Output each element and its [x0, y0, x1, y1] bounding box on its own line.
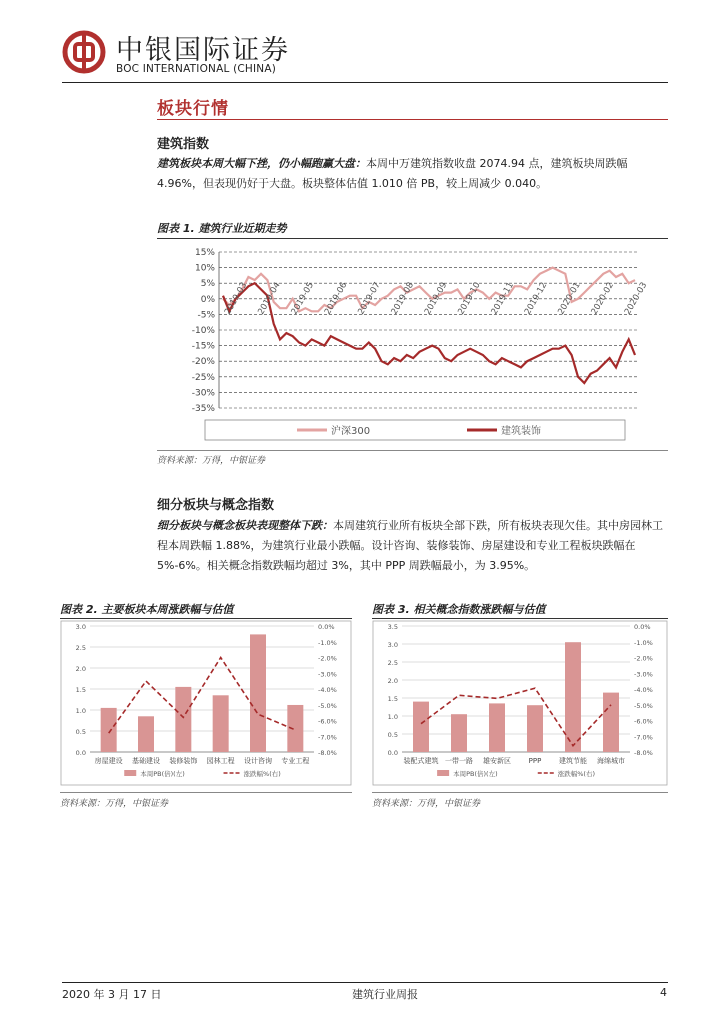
fig2-title-rule [60, 618, 352, 619]
fig2-source: 资料来源：万得，中银证券 [60, 799, 169, 809]
fig3-bar [451, 714, 467, 752]
fig3-ytick-right: -2.0% [634, 654, 653, 663]
fig3-xtick-label: 一带一路 [445, 757, 473, 765]
footer-page-number: 4 [660, 986, 667, 999]
fig3-xtick-label: 海绵城市 [597, 757, 625, 765]
fig3-xtick-label: 建筑节能 [559, 757, 587, 765]
fig1-ytick-label: 0% [200, 294, 215, 305]
fig2-ytick-right: -4.0% [318, 686, 337, 694]
index-section-title: 建筑指数 [157, 137, 210, 152]
sub-section-paragraph [157, 516, 669, 576]
fig3-bar [489, 703, 505, 752]
fig3-title-rule [372, 618, 668, 619]
fig2-legend-swatch [124, 770, 136, 776]
fig3-legend-label: 涨跌幅%(右) [557, 770, 596, 778]
fig1-source: 资料来源：万得，中银证券 [157, 456, 266, 466]
fig3-bar [565, 642, 581, 752]
fig1-xtick-label: 2019-10 [456, 280, 483, 317]
fig1-xtick-label: 2019-04 [256, 280, 283, 317]
fig1-title-rule [157, 238, 668, 239]
fig2-ytick-left: 3.0 [75, 623, 86, 631]
fig3-ytick-right: -5.0% [634, 701, 653, 710]
fig3-ytick-left: 3.0 [387, 641, 398, 649]
fig2-legend-label: 涨跌幅%(右) [243, 770, 281, 778]
fig1-ytick-label: 5% [200, 279, 215, 290]
fig3-ytick-right: -6.0% [634, 717, 653, 726]
fig1-xtick-label: 2019-06 [322, 280, 350, 317]
fig3-chart [372, 620, 668, 790]
fig2-xtick-label: 房屋建设 [94, 757, 123, 765]
fig1-legend-box [205, 420, 625, 440]
fig1-ytick-label: -20% [191, 357, 215, 368]
fig3-ytick-left: 2.5 [387, 659, 398, 667]
header-divider [62, 82, 668, 83]
fig1-xtick-label: 2020-01 [556, 280, 583, 317]
fig2-ytick-right: -8.0% [318, 749, 337, 757]
fig3-ytick-right: 0.0% [634, 623, 651, 631]
fig2-ytick-left: 2.0 [75, 665, 86, 673]
section-title-underline [157, 119, 668, 120]
fig3-ytick-left: 3.5 [387, 623, 398, 631]
fig3-ytick-left: 1.5 [387, 695, 398, 703]
fig2-xtick-label: 装修装饰 [169, 757, 198, 765]
fig2-ytick-right: -3.0% [318, 670, 337, 679]
fig2-ytick-left: 0.0 [75, 749, 86, 757]
fig3-source: 资料来源：万得，中银证券 [372, 799, 481, 809]
fig2-ytick-left: 0.5 [75, 728, 86, 736]
fig2-ytick-right: -7.0% [318, 733, 337, 742]
fig2-xtick-label: 设计咨询 [244, 757, 272, 765]
fig3-bar [413, 702, 429, 752]
fig1-xtick-label: 2019-11 [489, 280, 517, 317]
fig3-bar [527, 705, 543, 752]
fig3-legend-swatch [437, 770, 449, 776]
fig3-bar [603, 693, 619, 752]
fig3-ytick-right: -1.0% [634, 638, 653, 647]
fig3-ytick-left: 0.5 [387, 731, 398, 739]
fig2-ytick-right: 0.0% [318, 623, 335, 631]
fig1-ytick-label: 15% [194, 248, 215, 258]
sub-section-body: 本周建筑行业所有板块全部下跌，所有板块表现欠佳。其中房园林工程本周跌幅 1.88%，为建筑行业最小跌幅。设计咨询、装修装饰、房屋建设和专业工程板块跌幅在 5%-6%。相关概念指数跌幅均超过 3%，其中 PPP 周跌幅最小，为 3.95%。 [157, 519, 663, 572]
section-title: 板块行情 [157, 99, 229, 119]
footer-title: 建筑行业周报 [352, 988, 418, 1001]
index-section-lead: 建筑板块本周大幅下挫，仍小幅跑赢大盘： [157, 157, 366, 170]
fig1-ytick-label: -35% [191, 404, 215, 414]
fig1-ytick-label: -10% [191, 326, 215, 336]
sub-section-lead: 细分板块与概念板块表现整体下跌： [157, 519, 333, 532]
fig1-ytick-label: 10% [194, 263, 215, 274]
fig1-xtick-label: 2019-12 [522, 280, 550, 317]
index-section-body: 本周中万建筑指数收盘 2074.94 点，建筑板块周跌幅 4.96%，但表现仍好于大盘。板块整体估值 1.010 倍 PB，较上周减少 0.040。 [157, 157, 628, 190]
fig3-change-line [421, 688, 611, 746]
fig2-bar [101, 708, 117, 752]
fig3-title: 图表 3. 相关概念指数涨跌幅与估值 [372, 603, 546, 616]
fig1-ytick-label: -5% [197, 310, 215, 321]
fig2-ytick-left: 1.0 [75, 707, 86, 715]
fig2-xtick-label: 基础建设 [132, 757, 160, 765]
fig2-ytick-left: 1.5 [75, 686, 86, 694]
fig2-bar [250, 634, 266, 752]
fig2-chart [60, 620, 352, 790]
fig3-xtick-label: PPP [528, 757, 542, 765]
fig1-xtick-label: 2019-09 [422, 280, 450, 317]
sub-section-title: 细分板块与概念指数 [157, 498, 275, 513]
fig2-source-rule [60, 792, 352, 793]
company-name-cn: 中银国际证券 [116, 35, 290, 66]
fig3-ytick-right: -4.0% [634, 686, 653, 694]
footer-divider [62, 982, 668, 983]
index-section-paragraph [157, 154, 669, 194]
fig1-legend-label: 建筑装饰 [501, 426, 541, 437]
fig3-source-rule [372, 792, 668, 793]
company-name-en: BOC INTERNATIONAL (CHINA) [116, 63, 277, 75]
fig1-xtick-label: 2019-05 [289, 280, 317, 317]
fig2-change-line [109, 658, 296, 734]
fig2-title: 图表 2. 主要板块本周涨跌幅与估值 [60, 603, 234, 616]
fig2-ytick-right: -6.0% [318, 717, 337, 726]
fig2-bar [138, 716, 154, 752]
company-logo [62, 30, 106, 74]
fig1-legend-label: 沪深300 [331, 426, 371, 437]
fig2-ytick-right: -2.0% [318, 654, 337, 663]
fig1-source-rule [157, 450, 668, 451]
fig3-ytick-left: 0.0 [387, 749, 398, 757]
fig2-xtick-label: 园林工程 [206, 757, 235, 765]
fig3-xtick-label: 雄安新区 [483, 757, 511, 765]
fig2-bar [175, 687, 191, 752]
footer-date: 2020 年 3 月 17 日 [62, 988, 162, 1001]
fig2-legend-label: 本周PB(倍)(左) [140, 770, 185, 778]
fig1-xtick-label: 2020-02 [589, 280, 617, 317]
fig2-xtick-label: 专业工程 [281, 757, 310, 765]
fig1-ytick-label: -15% [191, 341, 215, 352]
fig3-ytick-right: -3.0% [634, 670, 653, 679]
fig1-xtick-label: 2020-03 [622, 280, 650, 317]
fig2-bar [287, 705, 303, 752]
fig3-ytick-left: 2.0 [387, 677, 398, 685]
fig1-xtick-label: 2019-07 [356, 280, 383, 317]
fig1-chart [157, 240, 669, 450]
fig3-ytick-right: -8.0% [634, 749, 653, 757]
fig3-xtick-label: 装配式建筑 [403, 757, 439, 765]
fig1-ytick-label: -25% [191, 372, 215, 383]
fig1-xtick-label: 2019-03 [222, 280, 250, 317]
fig1-xtick-label: 2019-08 [389, 280, 417, 317]
fig2-ytick-left: 2.5 [75, 644, 86, 652]
fig3-ytick-right: -7.0% [634, 733, 653, 742]
fig3-ytick-left: 1.0 [387, 713, 398, 721]
fig3-legend-label: 本周PB(倍)(左) [453, 770, 498, 778]
fig1-title: 图表 1. 建筑行业近期走势 [157, 222, 287, 235]
fig1-ytick-label: -30% [191, 388, 215, 399]
fig2-ytick-right: -1.0% [318, 638, 337, 647]
fig2-ytick-right: -5.0% [318, 701, 337, 710]
fig2-bar [213, 695, 229, 752]
